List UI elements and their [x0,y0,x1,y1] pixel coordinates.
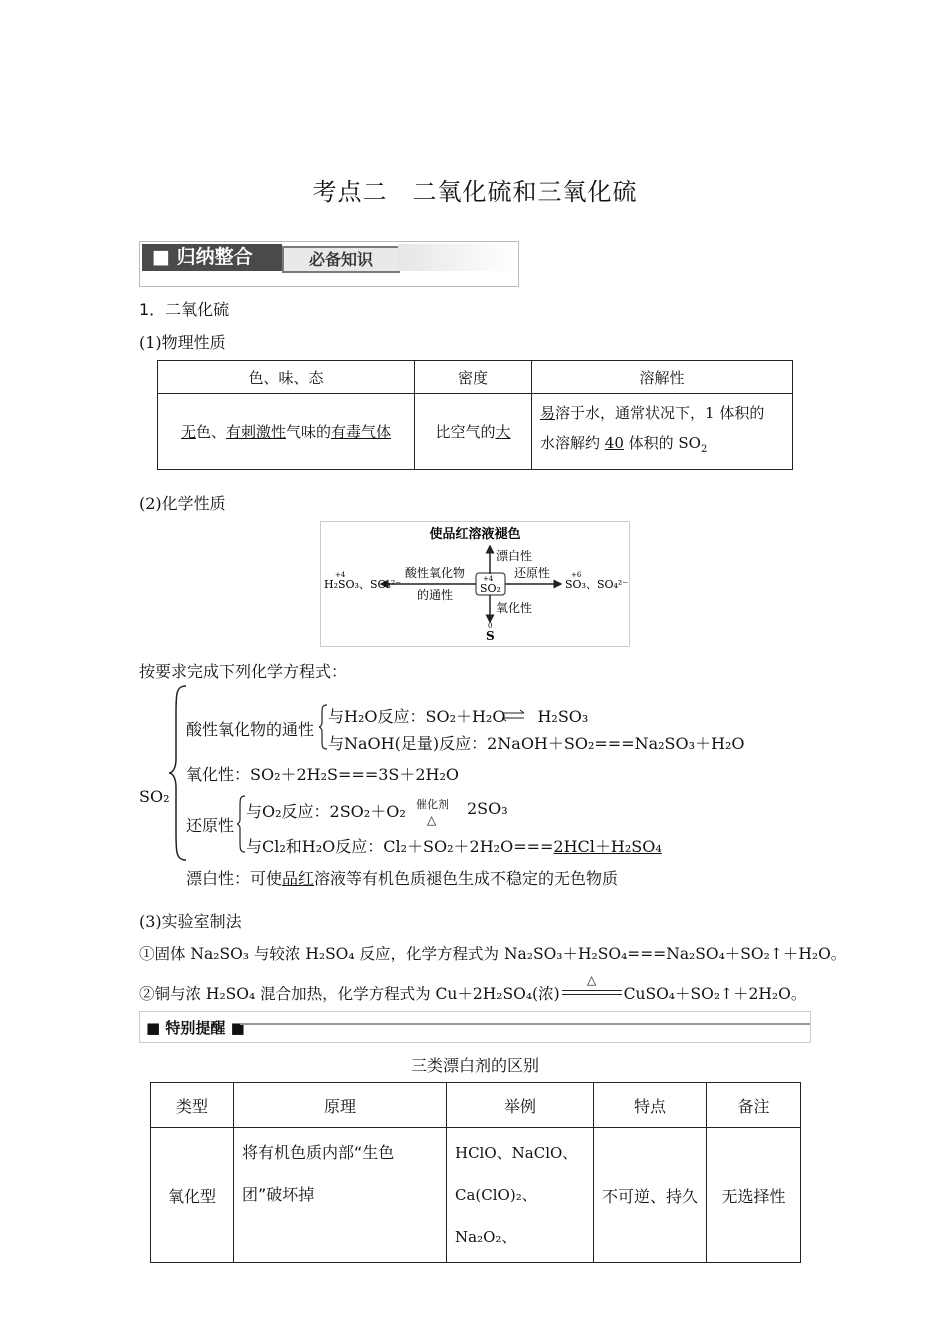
equation-h2o: 与H₂O反应：SO₂＋H₂O H₂SO₃ [328,707,589,726]
t2-cell-note: 无选择性 [707,1128,801,1263]
chemical-heading: (2)化学性质 [139,494,226,513]
banner-sub: 必备知识 [282,246,400,273]
bleach-comparison-table [150,1082,801,1263]
t2-header-example: 举例 [447,1083,594,1128]
t2-cell-example: HClO、NaClO、 Ca(ClO)₂、Na₂O₂、 [447,1128,594,1263]
lab-line2: ②铜与浓 H₂SO₄ 混合加热，化学方程式为 Cu＋2H₂SO₄(浓) △ CuSO₄＋SO₂↑＋2H₂O。 [139,973,807,1003]
t2-cell-type: 氧化型 [151,1128,234,1263]
page-title: 考点二 二氧化硫和三氧化硫 [312,178,638,206]
equation-naoh: 与NaOH(足量)反应：2NaOH＋SO₂===Na₂SO₃＋H₂O [328,734,745,753]
table2-caption: 三类漂白剂的区别 [410,1056,539,1075]
equation-bleach: 漂白性：可使品红溶液等有机色质褪色生成不稳定的无色物质 [186,869,619,888]
banner-gradient [398,244,516,271]
instruction: 按要求完成下列化学方程式： [139,662,348,681]
section-heading: 1．二氧化硫 [139,300,230,319]
t2-cell-principle: 将有机色质内部“生色 团”破坏掉 [234,1128,447,1263]
acid-brace [318,704,328,750]
header-solubility: 溶解性 [532,361,793,394]
diagram-right-ox: +6 [571,571,582,579]
acid-label: 酸性氧化物的通性 [186,720,315,739]
lab-line1: ①固体 Na₂SO₃ 与较浓 H₂SO₄ 反应，化学方程式为 Na₂SO₃＋H₂SO₄===Na₂SO₄＋SO₂↑＋H₂O。 [139,945,847,963]
lab-heading: (3)实验室制法 [139,912,242,931]
tip-label: ■ 特别提醒 ■ [146,1019,245,1037]
cell-density: 比空气的大 [415,394,532,470]
banner-main: ■ 归纳整合 [142,244,282,271]
physical-heading: (1)物理性质 [139,333,226,352]
special-reminder-bar [139,1011,811,1043]
diagram-bottom: S [486,629,495,643]
physical-properties-table [157,360,793,470]
diagram-reducing: 还原性 [514,566,551,580]
equation-o2: 与O₂反应：2SO₂＋O₂ [246,802,406,821]
t2-header-principle: 原理 [234,1083,447,1128]
t2-header-feature: 特点 [594,1083,707,1128]
equation-oxidizing: 氧化性：SO₂＋2H₂S===3S＋2H₂O [186,765,460,784]
section-banner [139,241,519,287]
cell-solubility: 易溶于水，通常状况下，1 体积的 水溶解约 40 体积的 $SO_2$ [532,394,793,470]
main-brace [168,684,188,862]
diagram-center-ox: +4 [483,575,494,583]
so2-property-diagram [320,521,630,647]
diagram-center: SO₂ [480,582,501,595]
heat-symbol: △ [427,813,437,827]
equation-cl2: 与Cl₂和H₂O反应：Cl₂＋SO₂＋2H₂O===2HCl＋H₂SO₄ [246,837,662,856]
reduce-brace [236,795,246,853]
t2-header-note: 备注 [707,1083,801,1128]
t2-cell-feature: 不可逆、持久 [594,1128,707,1263]
diagram-left-ox: +4 [335,571,346,579]
diagram-acidic2: 的通性 [417,588,454,602]
cell-color: 无色、有刺激性气味的有毒气体 [158,394,415,470]
t2-header-type: 类型 [151,1083,234,1128]
catalyst-label: 催化剂 [416,798,449,811]
tip-divider [240,1023,810,1025]
reversible-arrow [500,709,526,723]
diagram-bottom-ox: 0 [488,622,493,630]
diagram-bleach: 漂白性 [496,549,533,563]
diagram-left: H₂SO₃、SO₃²⁻ [324,578,402,591]
diagram-top-label: 使品红溶液褪色 [429,527,521,542]
header-density: 密度 [415,361,532,394]
diagram-oxidizing: 氧化性 [496,601,533,615]
diagram-acidic1: 酸性氧化物 [405,566,466,580]
reduce-label: 还原性 [186,816,235,835]
equation-o2-product: 2SO₃ [467,799,508,818]
so2-label: SO₂ [139,787,170,806]
header-color: 色、味、态 [158,361,415,394]
diagram-right: SO₃、SO₄²⁻ [565,578,629,591]
